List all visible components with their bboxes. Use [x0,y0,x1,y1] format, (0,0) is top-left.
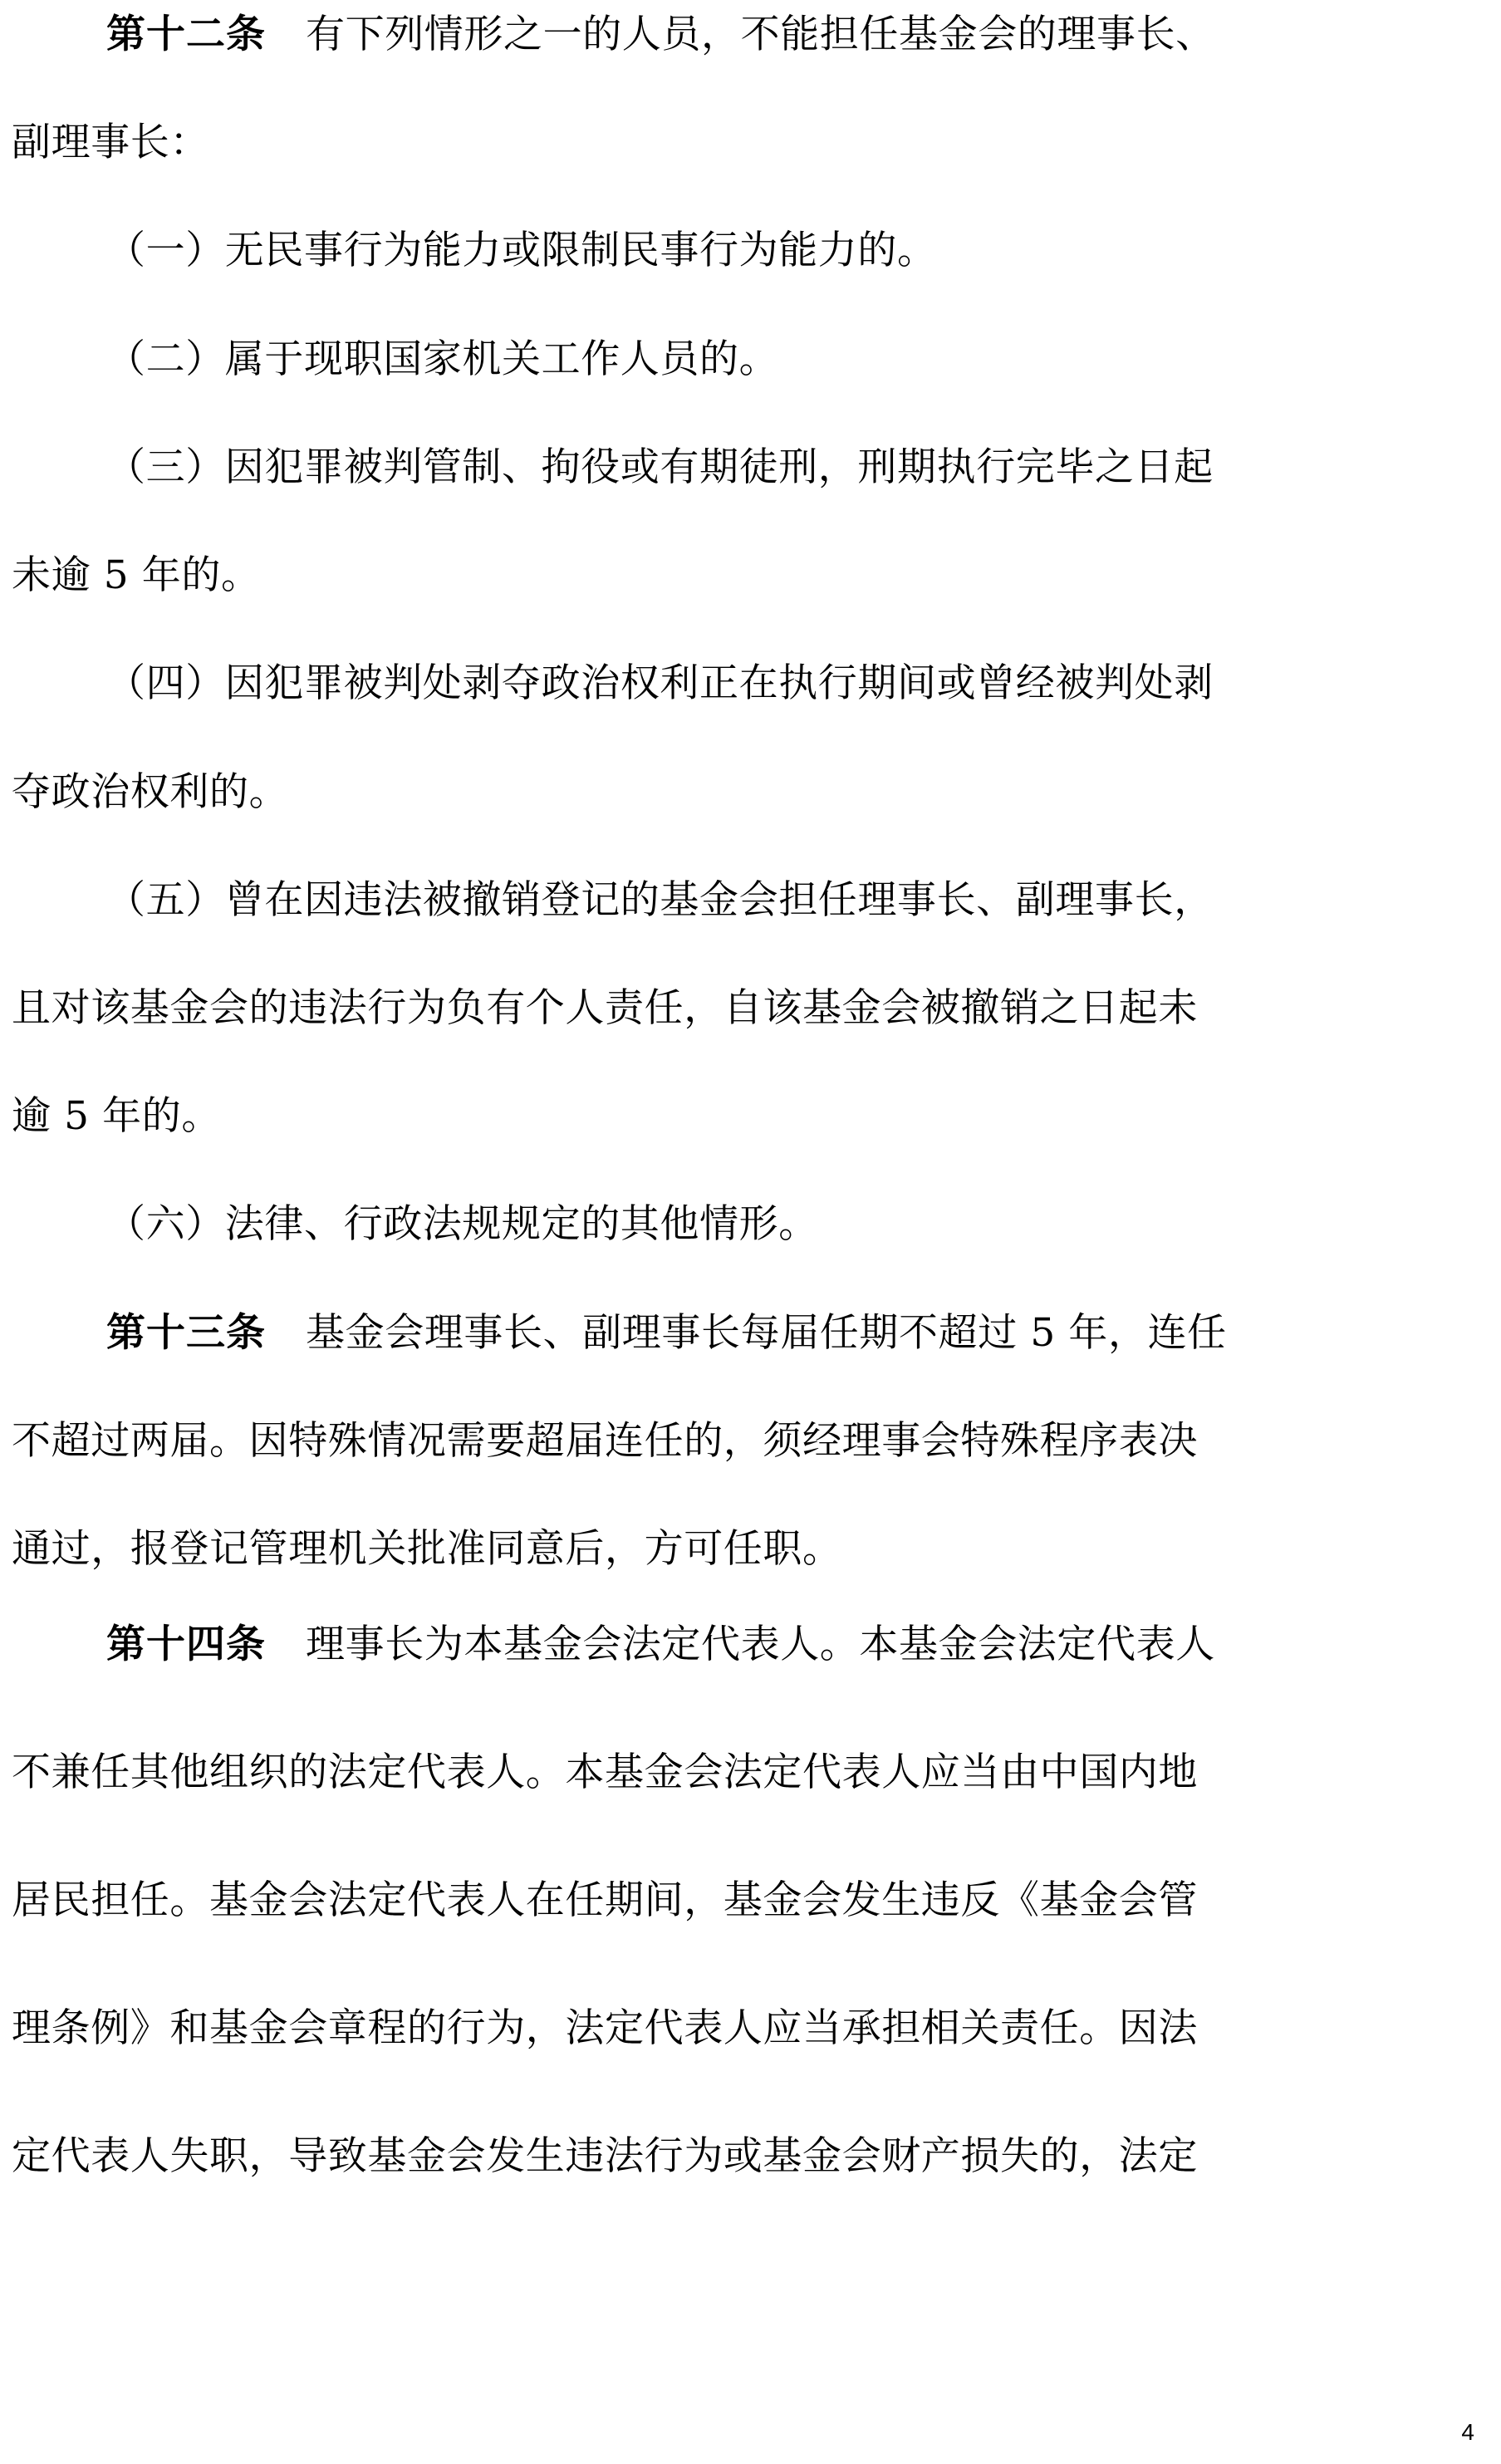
article-13-text: 基金会理事长、副理事长每届任期不超过 5 年，连任 [306,1310,1227,1356]
article-12-item-2: （二）属于现职国家机关工作人员的。 [106,336,779,382]
page-number: 4 [1461,2419,1474,2445]
article-14-line-5: 定代表人失职，导致基金会发生违法行为或基金会财产损失的，法定 [12,2133,1198,2179]
article-14-line-2: 不兼任其他组织的法定代表人。本基金会法定代表人应当由中国内地 [12,1750,1198,1795]
article-12-item-4-line-2: 夺政治权利的。 [12,769,289,815]
article-13-line-1 [106,1308,1227,1358]
article-12-item-5-line-1: （五）曾在因违法被撤销登记的基金会担任理事长、副理事长， [106,877,1214,923]
article-13-line-3: 通过，报登记管理机关批准同意后，方可任职。 [12,1526,842,1572]
article-14-text: 理事长为本基金会法定代表人。本基金会法定代表人 [306,1622,1215,1667]
article-12-line-1 [106,10,1215,60]
article-13-line-2: 不超过两届。因特殊情况需要超届连任的，须经理事会特殊程序表决 [12,1418,1198,1464]
article-14-line-1 [106,1620,1215,1670]
article-12-item-4-line-1: （四）因犯罪被判处剥夺政治权利正在执行期间或曾经被判处剥 [106,660,1214,706]
article-13-heading: 第十三条 [106,1310,266,1356]
article-14-line-4: 理条例》和基金会章程的行为，法定代表人应当承担相关责任。因法 [12,2005,1198,2051]
article-12-line-2: 副理事长： [12,120,209,165]
article-12-text: 有下列情形之一的人员，不能担任基金会的理事长、 [306,12,1215,57]
article-12-item-6: （六）法律、行政法规规定的其他情形。 [106,1201,818,1247]
article-14-heading: 第十四条 [106,1622,266,1667]
article-12-item-3-line-1: （三）因犯罪被判管制、拘役或有期徒刑，刑期执行完毕之日起 [106,444,1214,490]
article-12-item-5-line-2: 且对该基金会的违法行为负有个人责任，自该基金会被撤销之日起未 [12,985,1198,1031]
article-12-item-3-line-2: 未逾 5 年的。 [12,552,261,598]
article-12-item-5-line-3: 逾 5 年的。 [12,1093,221,1139]
article-14-line-3: 居民担任。基金会法定代表人在任期间，基金会发生违反《基金会管 [12,1877,1198,1923]
article-12-item-1: （一）无民事行为能力或限制民事行为能力的。 [106,228,937,273]
article-12-heading: 第十二条 [106,12,266,57]
